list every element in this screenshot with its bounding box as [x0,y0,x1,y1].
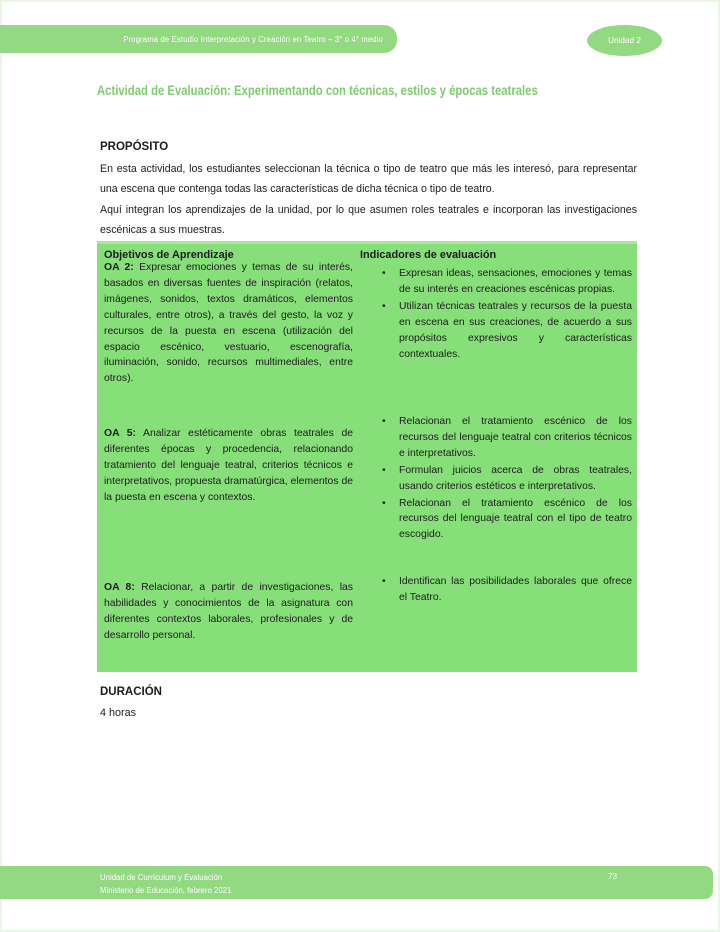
oa8-indicator-list [360,574,632,606]
footer-bar [0,866,713,899]
table-header-indicadores: Indicadores de evaluación [360,249,497,261]
objectives-indicators-table [97,241,637,672]
oa5-indicators-cell [360,414,632,544]
indicator-item: • Expresan ideas, sensaciones, emociones y temas de su interés en creaciones escénicas propias. [360,266,632,298]
proposito-paragraph-2: Aquí integran los aprendizajes de la unidad, por lo que asumen roles teatrales e incorporan las investigaciones escénicas a sus muestras. [100,203,637,237]
oa5-label: OA 5: [104,428,137,439]
oa8-text: Relacionar, a partir de investigaciones, las habilidades y conocimientos de la asignatura con diferentes contextos laborales, profesionales y de desarrollo personal. [104,582,354,641]
oa8-label: OA 8: [104,582,135,593]
page-title: Actividad de Evaluación: Experimentando con técnicas, estilos y épocas teatrales [97,83,538,98]
duracion-heading: DURACIÓN [100,686,162,698]
unit-badge-label: Unidad 2 [608,36,641,45]
indicator-item: • Relacionan el tratamiento escénico de los recursos del lenguaje teatral con criterios técnicos e interpretativos. [360,414,632,462]
program-title-label: Programa de Estudio Interpretación y Creación en Teatro – 3° o 4° medio [123,34,383,44]
footer-line-2: Ministerio de Educación, febrero 2021 [100,886,232,895]
indicator-item: • Identifican las posibilidades laborales que ofrece el Teatro. [360,574,632,606]
duracion-section [100,686,400,719]
footer-credits [100,871,231,897]
proposito-paragraph-1: En esta actividad, los estudiantes seleccionan la técnica o tipo de teatro que más les interesó, para representar una escena que contenga todas las características de dicha técnica o tipo de teatro. [100,163,637,196]
oa5-indicator-list [360,414,632,543]
oa5-text: Analizar estéticamente obras teatrales de diferentes épocas y procedencia, relacionando tratamiento del lenguaje teatral, criterios técnicos e interpretativos, propuesta dramatúrgica, elementos de la puesta en escena y contextos. [104,428,353,503]
duracion-value: 4 horas [100,707,137,719]
oa2-cell [104,260,353,387]
unit-badge [587,25,662,56]
proposito-heading: PROPÓSITO [100,141,169,153]
proposito-section [100,139,637,241]
oa2-indicators-cell [360,266,632,363]
oa2-text: Expresar emociones y temas de su interés, basados en diversas fuentes de inspiración (relatos, imágenes, sonidos, textos dramáticos, elementos culturales, entre otros), a través del gesto, la voz y recursos de la puesta en escena (utilización del espacio escénico, vestuario, escenografía, iluminación, sonido, recursos multimediales, entre otros). [104,262,354,385]
header-program-bar [0,25,397,53]
page-number: 73 [608,872,618,881]
oa2-label: OA 2: [104,262,134,273]
indicator-item: • Utilizan técnicas teatrales y recursos de la puesta en escena en sus creaciones, de acuerdo a sus propósitos expresivos y características contextuales. [360,299,632,363]
oa2-indicator-list [360,266,632,362]
oa5-cell [104,426,353,506]
indicator-item: • Relacionan el tratamiento escénico de los recursos del lenguaje teatral con el tipo de teatro escogido. [360,496,632,544]
oa8-cell [104,580,353,644]
indicator-item: • Formulan juicios acerca de obras teatrales, usando criterios estéticos e interpretativos. [360,463,632,495]
oa8-indicators-cell [360,574,632,607]
footer-line-1: Unidad de Currículum y Evaluación [100,873,223,882]
table-header-objetivos: Objetivos de Aprendizaje [104,249,234,261]
